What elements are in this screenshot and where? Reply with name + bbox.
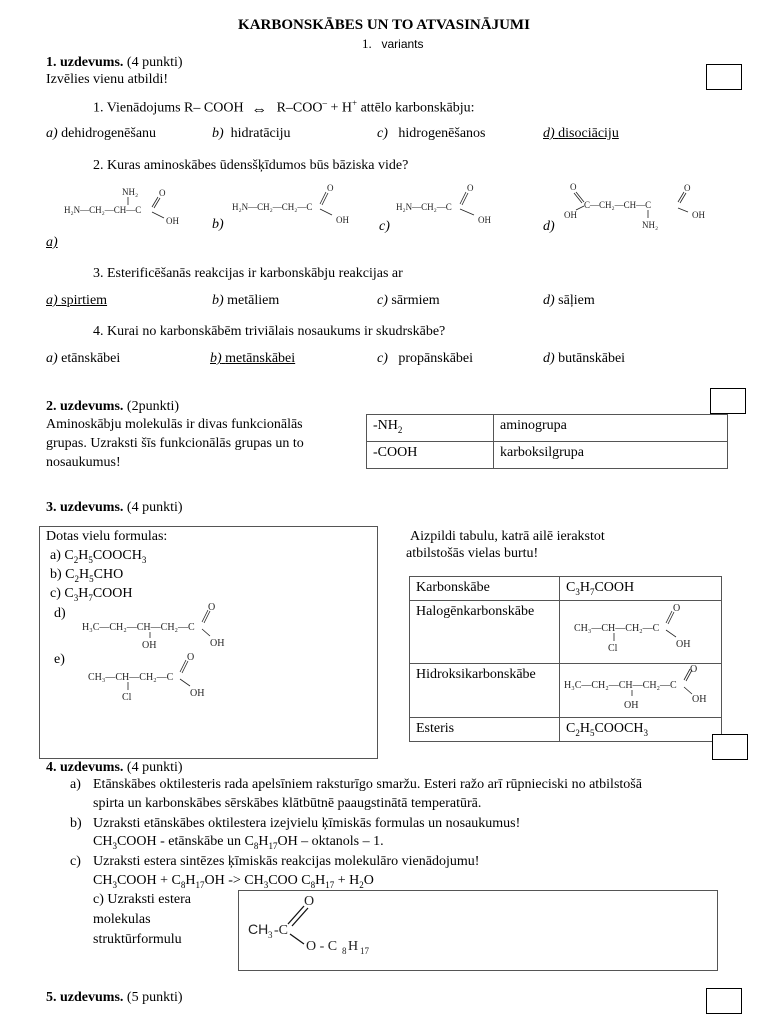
q1-middle: R–COO: [276, 100, 323, 116]
svg-text:H₂N—CH₂—CH—C: H₂N—CH₂—CH—C: [64, 205, 142, 215]
svg-text:OH: OH: [624, 699, 639, 711]
svg-text:OH: OH: [676, 639, 691, 651]
svg-text:CH₃—CH—CH₂—C: CH₃—CH—CH₂—C: [574, 623, 660, 635]
q1-option-a[interactable]: a) dehidrogenēšanu: [46, 126, 157, 141]
task4-c-question-l1: c) Uzraksti estera: [93, 892, 191, 907]
q1-end: attēlo karbonskābju:: [357, 100, 475, 116]
q1-option-d[interactable]: d) disociāciju: [543, 126, 619, 141]
task1-points: (4 punkti): [126, 55, 183, 70]
task4-b-line1: Uzraksti etānskābes oktilestera izejvielu ķīmiskās formulas un nosaukumus!: [93, 816, 521, 831]
svg-text:O: O: [467, 183, 474, 193]
svg-text:H₂N—CH₂—C: H₂N—CH₂—C: [396, 202, 452, 212]
q2-structure-a: [60, 184, 190, 230]
svg-text:-C: -C: [274, 923, 288, 938]
svg-text:O: O: [570, 182, 577, 192]
table-row: [410, 718, 722, 742]
task3-box-title: Dotas vielu formulas:: [46, 529, 168, 544]
q3-option-b[interactable]: b) metāliem: [212, 293, 280, 308]
task2-table: [366, 414, 728, 469]
svg-text:H: H: [348, 939, 359, 954]
task2-formula-cell[interactable]: $-NH_2$: [367, 415, 494, 442]
q2-option-b[interactable]: b): [212, 217, 224, 232]
task3-answer-cell[interactable]: $C_3H_7COOH$: [560, 577, 722, 601]
task4-a-line1: Etānskābes oktilesteris rada apelsīniem raksturīgo smaržu. Esteri ražo arī rūpnieciski no atbilstošā: [93, 777, 642, 792]
svg-text:O - C: O - C: [306, 939, 338, 954]
q1-minus: –: [322, 98, 327, 108]
svg-text:8: 8: [342, 946, 347, 956]
svg-text:NH₂: NH₂: [122, 187, 139, 197]
task2-points: (2punkti): [126, 399, 180, 414]
task3-type-cell: Hidroksikarbonskābe: [410, 663, 560, 718]
structure-d-hydroxy-acid: [80, 602, 240, 652]
q1-start: 1. Vienādojums R– COOH: [93, 100, 244, 116]
q2-option-c[interactable]: c): [379, 219, 390, 234]
svg-text:CH: CH: [248, 921, 269, 937]
q3-option-d[interactable]: d) sāļiem: [543, 293, 595, 308]
q4-option-c[interactable]: c) propānskābei: [377, 351, 474, 366]
table-row: [410, 601, 722, 664]
task2-formula-cell[interactable]: -COOH: [367, 442, 494, 469]
svg-text:OH: OH: [166, 216, 179, 226]
svg-text:OH: OH: [692, 210, 705, 220]
q2-option-a[interactable]: a): [46, 235, 58, 250]
svg-text:Cl: Cl: [608, 643, 618, 655]
ester-structure-formula: [244, 892, 404, 962]
task3-answer-cell[interactable]: [560, 601, 722, 664]
task3-heading: [46, 499, 183, 517]
q4-option-a[interactable]: a) etānskābei: [46, 351, 121, 366]
task3-type-cell: Karbonskābe: [410, 577, 560, 601]
q3-text: 3. Esterificēšanās reakcijas ir karbonskābju reakcijas ar: [93, 266, 403, 281]
q2-structure-d: [558, 182, 718, 234]
q2-structure-c: [392, 182, 512, 228]
svg-text:O: O: [187, 652, 195, 663]
task2-name-cell[interactable]: karboksilgrupa: [494, 442, 728, 469]
table-row: [367, 442, 728, 469]
task4-c-label: c): [70, 854, 81, 869]
formula-d-label: d): [54, 606, 66, 621]
task3-type-cell: Halogēnkarbonskābe: [410, 601, 560, 664]
task4-points: (4 punkti): [126, 760, 183, 775]
svg-text:O: O: [690, 663, 698, 675]
q3-option-a[interactable]: a) spirtiem: [46, 293, 108, 308]
svg-text:OH: OH: [190, 688, 205, 699]
task1-heading: [46, 54, 183, 72]
task2-line3: nosaukumus!: [46, 455, 121, 470]
svg-text:O: O: [304, 894, 315, 909]
task3-type-cell: Esteris: [410, 718, 560, 742]
q1-option-b[interactable]: b) hidratāciju: [212, 126, 291, 141]
svg-text:Cl: Cl: [122, 692, 132, 703]
score-box-task2[interactable]: [710, 388, 746, 414]
task3-instruction-l2: atbilstošās vielas burtu!: [406, 546, 539, 561]
q1-plus: + H: [326, 100, 352, 116]
q2-structure-b: [228, 182, 368, 228]
svg-text:H₃C—CH₂—CH—CH₂—C: H₃C—CH₂—CH—CH₂—C: [82, 622, 195, 633]
q4-option-b[interactable]: b) metānskābei: [210, 351, 296, 366]
task4-c-equation: $CH_3COOH + C_8H_{17}OH -> CH_3COO$ $C_8H_{17} + H_2O$: [93, 873, 374, 890]
q1-text: [93, 98, 475, 117]
svg-text:OH: OH: [692, 693, 707, 705]
task3-points: (4 punkti): [126, 500, 183, 515]
task4-heading: [46, 759, 183, 777]
task2-line1: Aminoskābju molekulās ir divas funkcionālās: [46, 417, 303, 432]
variant-label: variants: [381, 37, 424, 51]
task3-label: 3. uzdevums.: [46, 500, 124, 515]
score-box-task5[interactable]: [706, 988, 742, 1014]
svg-text:H₃C—CH₂—CH—CH₂—C: H₃C—CH₂—CH—CH₂—C: [564, 679, 677, 691]
score-box-task3[interactable]: [712, 734, 748, 760]
formula-c: c) $C_3H_7COOH$: [50, 586, 133, 603]
task5-label: 5. uzdevums.: [46, 990, 124, 1005]
svg-text:NH₂: NH₂: [642, 220, 659, 230]
q1-hplus: +: [352, 98, 358, 108]
task4-label: 4. uzdevums.: [46, 760, 124, 775]
q3-option-c[interactable]: c) sārmiem: [377, 293, 440, 308]
task3-answer-cell[interactable]: [560, 663, 722, 718]
q2-option-d[interactable]: d): [543, 219, 555, 234]
table-row: [410, 663, 722, 718]
svg-text:OH: OH: [336, 215, 349, 225]
task1-label: 1. uzdevums.: [46, 55, 124, 70]
q1-option-c[interactable]: c) hidrogenēšanos: [377, 126, 486, 141]
svg-text:O: O: [208, 602, 216, 613]
task4-c-question-l2: molekulas: [93, 912, 151, 927]
q4-option-d[interactable]: d) butānskābei: [543, 351, 626, 366]
svg-text:O: O: [673, 603, 681, 615]
formula-b: b) $C_2H_5CHO$: [50, 567, 124, 584]
task2-name-cell[interactable]: aminogrupa: [494, 415, 728, 442]
svg-text:O: O: [684, 183, 691, 193]
svg-text:H₂N—CH₂—CH₂—C: H₂N—CH₂—CH₂—C: [232, 202, 313, 212]
svg-text:17: 17: [360, 946, 369, 956]
q2-text: 2. Kuras aminoskābes ūdensšķīdumos būs bāziska vide?: [93, 158, 409, 173]
svg-text:O: O: [327, 183, 334, 193]
table-row: [410, 577, 722, 601]
task4-b-answer: $CH_3COOH$ - etānskābe un $C_8H_{17}OH$ – oktanols – 1.: [93, 834, 384, 851]
svg-text:OH: OH: [210, 638, 225, 649]
task2-line2: grupas. Uzraksti šīs funkcionālās grupas un to: [46, 436, 304, 451]
answer-hydroxy-structure: [560, 664, 720, 712]
task4-a-label: a): [70, 777, 81, 792]
svg-text:OH: OH: [478, 215, 491, 225]
variant-number: 1.: [362, 36, 372, 51]
formula-a: a) $C_2H_5COOCH_3$: [50, 548, 147, 565]
task5-points: (5 punkti): [126, 990, 183, 1005]
task2-label: 2. uzdevums.: [46, 399, 124, 414]
formula-e-label: e): [54, 652, 65, 667]
task3-instruction-l1: Aizpildi tabulu, katrā ailē ierakstot: [410, 529, 605, 544]
equilibrium-arrow-glyph: ⇔: [251, 100, 268, 118]
task4-c-line1: Uzraksti estera sintēzes ķīmiskās reakcijas molekulāro vienādojumu!: [93, 854, 480, 869]
task3-answer-cell[interactable]: $C_2H_5COOCH_3$: [560, 718, 722, 742]
svg-text:O: O: [159, 188, 166, 198]
task2-heading: [46, 398, 179, 416]
task5-heading: [46, 989, 183, 1007]
task3-table: [409, 576, 722, 742]
svg-text:CH₃—CH—CH₂—C: CH₃—CH—CH₂—C: [88, 672, 174, 683]
svg-text:OH: OH: [564, 210, 577, 220]
task1-instruction: Izvēlies vienu atbildi!: [46, 72, 169, 87]
table-row: [367, 415, 728, 442]
task4-c-question-l3: struktūrformulu: [93, 932, 182, 947]
q4-text: 4. Kurai no karbonskābēm triviālais nosaukums ir skudrskābe?: [93, 324, 446, 339]
svg-text:OH: OH: [142, 640, 157, 651]
variant-line: [362, 36, 424, 52]
task4-a-line2: spirta un karbonskābes sērskābes klātbūtnē paaugstinātā temperatūrā.: [93, 796, 482, 811]
page-title: KARBONSKĀBES UN TO ATVASINĀJUMI: [238, 17, 530, 33]
score-box-task1[interactable]: [706, 64, 742, 90]
structure-e-halogen-acid: [86, 650, 226, 704]
task4-b-label: b): [70, 816, 82, 831]
svg-text:C—CH₂—CH—C: C—CH₂—CH—C: [584, 200, 652, 210]
answer-halogen-structure: [560, 601, 710, 657]
svg-text:3: 3: [268, 930, 273, 940]
